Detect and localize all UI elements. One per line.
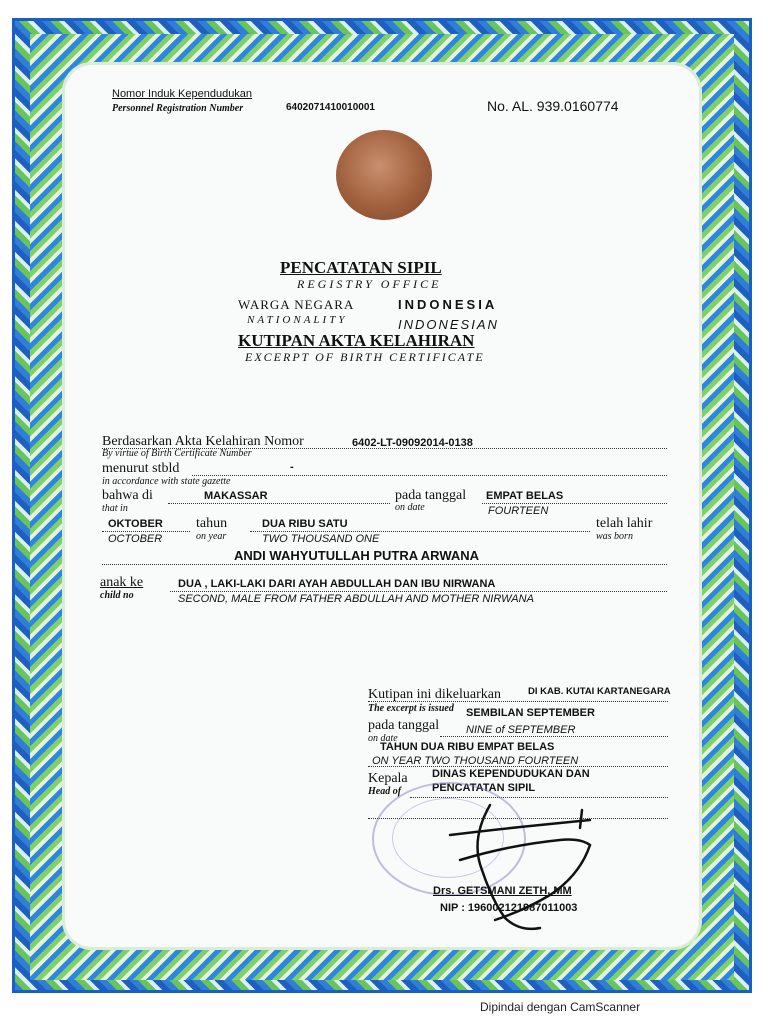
head-value-line2: PENCATATAN SIPIL [432,782,536,794]
date-label: pada tanggal [395,488,467,503]
office-title-en: REGISTRY OFFICE [297,277,442,291]
month-value: OKTOBER [108,518,163,530]
born-in-label-en: that in [102,503,128,514]
date-label-en: on date [395,502,425,513]
stbld-label-en: in accordance with state gazette [102,476,231,487]
month-value-en: OCTOBER [108,533,163,545]
nationality-value: INDONESIA [398,297,498,312]
office-title: PENCATATAN SIPIL [280,258,442,277]
child-number-value: DUA , LAKI-LAKI DARI AYAH ABDULLAH DAN IBU NIRWANA [178,578,496,590]
date-value-en: FOURTEEN [488,505,549,517]
nik-value: 6402071410010001 [286,102,375,113]
issued-label-en: The excerpt is issued [368,703,454,714]
cert-number-label-en: By virtue of Birth Certificate Number [102,448,252,459]
nik-label: Nomor Induk Kependudukan [112,88,253,100]
stbld-label: menurut stbld [102,461,180,476]
date-value: EMPAT BELAS [486,490,564,502]
document-title: KUTIPAN AKTA KELAHIRAN [238,331,475,350]
issue-date-value: SEMBILAN SEPTEMBER [466,707,595,719]
serial-number: No. AL. 939.0160774 [487,98,619,114]
signer-nip: NIP : 196002121987011003 [440,902,578,914]
stbld-value: - [290,461,294,473]
signature [430,800,610,940]
year-value: DUA RIBU SATU [262,518,348,530]
official-seal [336,130,432,220]
issue-year-value: TAHUN DUA RIBU EMPAT BELAS [380,741,555,753]
signer-name: Drs. GETSMANI ZETH, MM [433,885,572,897]
born-label-en: was born [596,531,633,542]
born-label: telah lahir [596,516,653,531]
issue-year-value-en: ON YEAR TWO THOUSAND FOURTEEN [372,755,579,767]
child-number-label-en: child no [100,590,134,601]
issue-date-label: pada tanggal [368,718,440,733]
issue-date-label-en: on date [368,733,398,744]
scanner-caption: Dipindai dengan CamScanner [480,1000,641,1014]
cert-number-label: Berdasarkan Akta Kelahiran Nomor [102,434,304,449]
cert-number-value: 6402-LT-09092014-0138 [352,437,473,449]
head-label-en: Head of [368,786,402,797]
nationality-label-en: NATIONALITY [247,314,348,326]
nationality-value-en: INDONESIAN [398,317,499,332]
head-label: Kepala [368,771,408,786]
document-title-en: EXCERPT OF BIRTH CERTIFICATE [245,350,485,364]
issued-label: Kutipan ini dikeluarkan [368,687,501,702]
child-number-label: anak ke [100,575,144,590]
born-in-label: bahwa di [102,488,153,503]
year-label-en: on year [196,531,227,542]
nik-label-en: Personnel Registration Number [112,103,244,114]
year-value-en: TWO THOUSAND ONE [262,533,380,545]
issue-date-value-en: NINE of SEPTEMBER [466,724,576,736]
child-name: ANDI WAHYUTULLAH PUTRA ARWANA [234,548,480,563]
child-number-value-en: SECOND, MALE FROM FATHER ABDULLAH AND MOTHER NIRWANA [178,593,534,605]
born-in-value: MAKASSAR [204,490,268,502]
head-value-line1: DINAS KEPENDUDUKAN DAN [432,768,590,780]
issued-value: DI KAB. KUTAI KARTANEGARA [528,686,671,697]
year-label: tahun [196,516,228,531]
nationality-label: WARGA NEGARA [238,297,355,312]
